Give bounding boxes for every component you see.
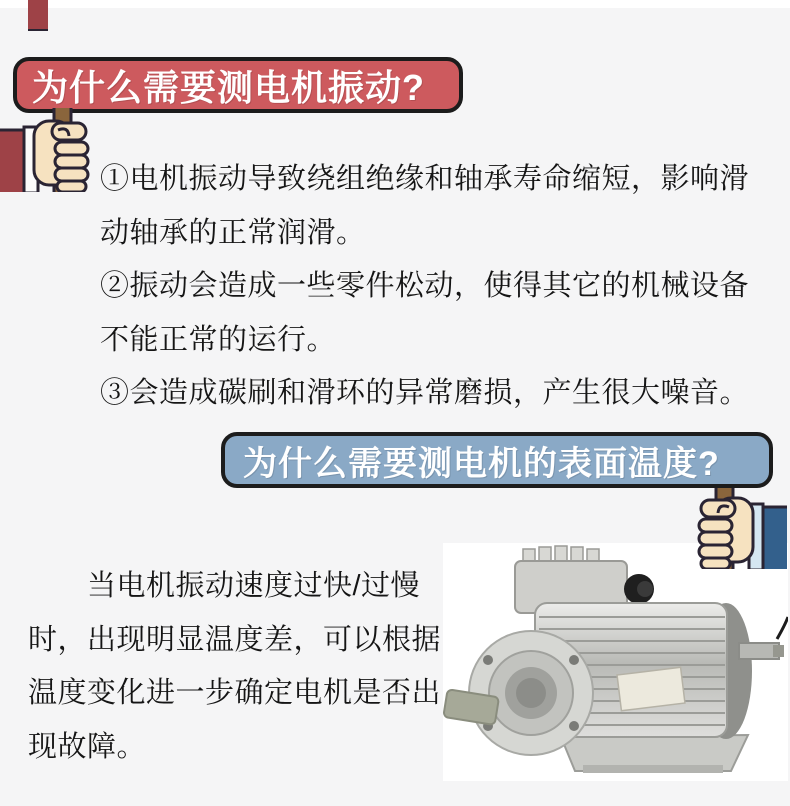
text-line: 不能正常的运行。 xyxy=(100,323,337,356)
vibration-banner xyxy=(13,57,463,113)
temperature-paragraph xyxy=(28,560,441,774)
temperature-banner xyxy=(221,432,773,488)
fist-holding-sign-left-icon xyxy=(0,108,95,192)
temperature-banner-label: 为什么需要测电机的表面温度? xyxy=(243,444,720,483)
text-line: 现故障。 xyxy=(28,730,147,763)
vibration-paragraph xyxy=(100,153,749,421)
text-line: ②振动会造成一些零件松动，使得其它的机械设备 xyxy=(100,270,750,302)
text-line: ③会造成碳刷和滑环的异常磨损，产生很大噪音。 xyxy=(100,377,750,409)
fist-holding-sign-right-icon xyxy=(692,485,787,569)
corner-decor-square xyxy=(28,0,48,31)
text-line: 温度变化进一步确定电机是否出 xyxy=(28,677,442,709)
text-line: 动轴承的正常润滑。 xyxy=(100,216,366,249)
electric-motor-photo xyxy=(443,543,788,781)
top-white-strip xyxy=(0,0,790,8)
text-line: ①电机振动导致绕组绝缘和轴承寿命缩短，影响滑 xyxy=(100,163,750,195)
text-line: 时，出现明显温度差，可以根据 xyxy=(28,623,442,656)
vibration-banner-label: 为什么需要测电机振动? xyxy=(32,66,425,108)
text-line: 当电机振动速度过快/过慢 xyxy=(28,570,421,602)
